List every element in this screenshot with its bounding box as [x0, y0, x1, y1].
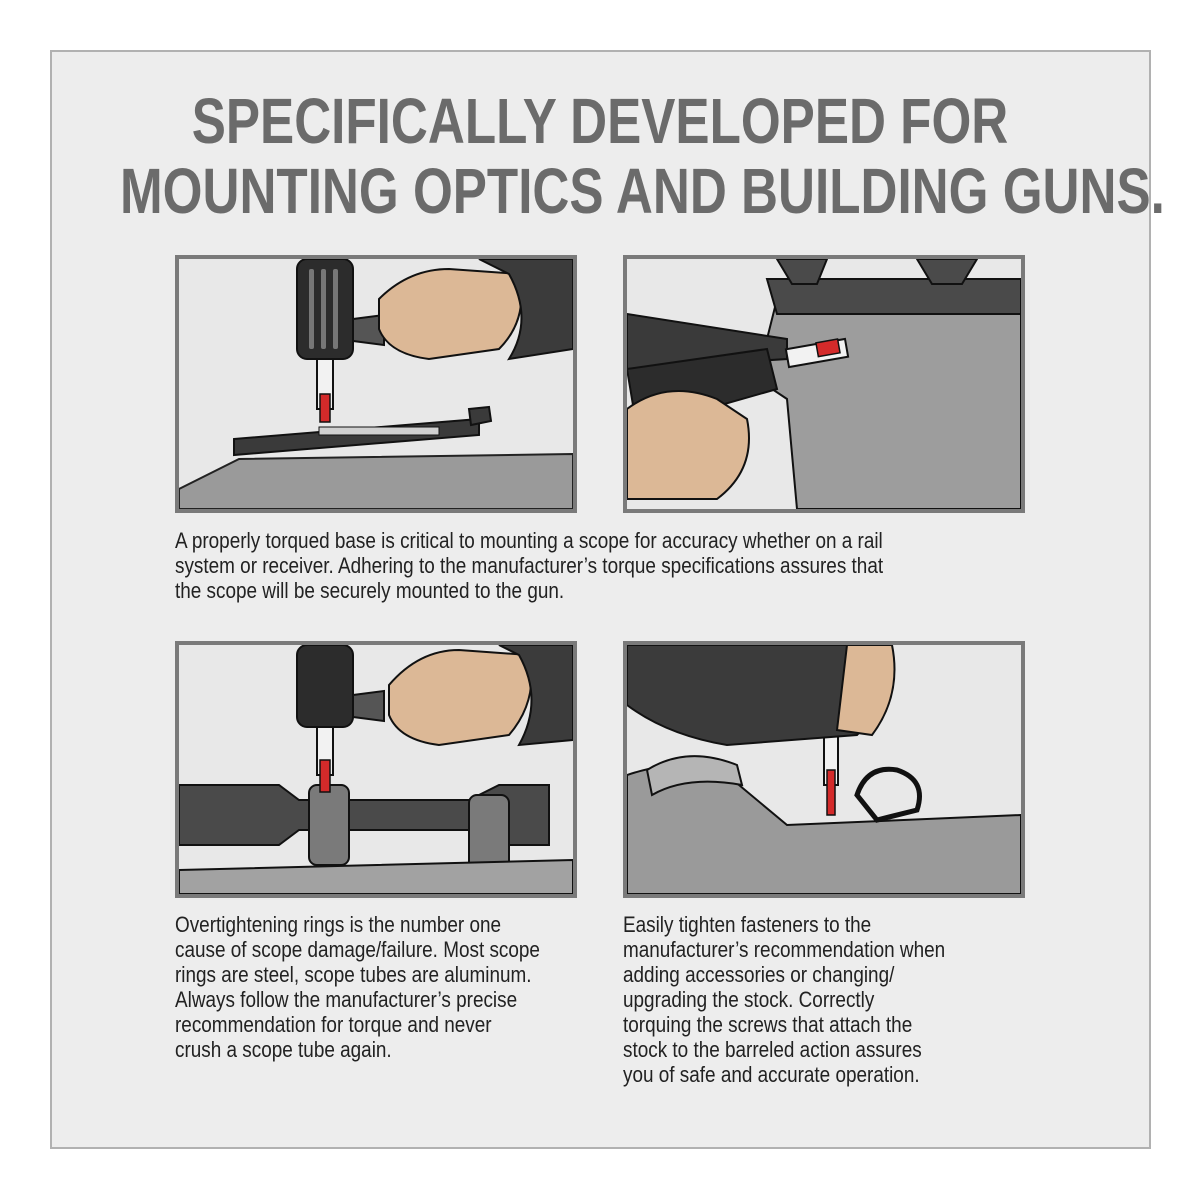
caption-line: system or receiver. Adhering to the manufacturer’s torque specifications assures that	[175, 553, 884, 578]
caption-line: A properly torqued base is critical to mounting a scope for accuracy whether on a rail	[175, 528, 883, 553]
illustration-scope-base	[175, 255, 577, 513]
caption-line: Overtightening rings is the number one	[175, 912, 502, 937]
illustration-rail-mount	[623, 255, 1025, 513]
caption-line: the scope will be securely mounted to the gun.	[175, 578, 565, 603]
caption-line: you of safe and accurate operation.	[623, 1062, 920, 1087]
headline-line-1: SPECIFICALLY DEVELOPED FOR	[191, 85, 1009, 157]
illustration-scope-rings	[175, 641, 577, 898]
scope-base-illustration	[179, 259, 573, 509]
scope-rings-illustration	[179, 645, 573, 894]
caption-scope-base	[175, 528, 1025, 603]
stock-action-illustration	[627, 645, 1021, 894]
caption-line: cause of scope damage/failure. Most scope	[175, 937, 540, 962]
headline	[120, 85, 1165, 227]
caption-line: recommendation for torque and never	[175, 1012, 492, 1037]
rail-mount-illustration	[627, 259, 1021, 509]
caption-line: rings are steel, scope tubes are aluminum.	[175, 962, 532, 987]
caption-line: Easily tighten fasteners to the	[623, 912, 872, 937]
caption-line: adding accessories or changing/	[623, 962, 895, 987]
caption-line: crush a scope tube again.	[175, 1037, 392, 1062]
caption-line: Always follow the manufacturer’s precise	[175, 987, 518, 1012]
caption-line: torquing the screws that attach the	[623, 1012, 913, 1037]
caption-line: manufacturer’s recommendation when	[623, 937, 946, 962]
headline-line-2: MOUNTING OPTICS AND BUILDING GUNS.	[120, 155, 1165, 227]
caption-line: upgrading the stock. Correctly	[623, 987, 875, 1012]
caption-line: stock to the barreled action assures	[623, 1037, 922, 1062]
illustration-stock-action	[623, 641, 1025, 898]
caption-stock-action	[623, 912, 1033, 1087]
caption-scope-rings	[175, 912, 585, 1062]
